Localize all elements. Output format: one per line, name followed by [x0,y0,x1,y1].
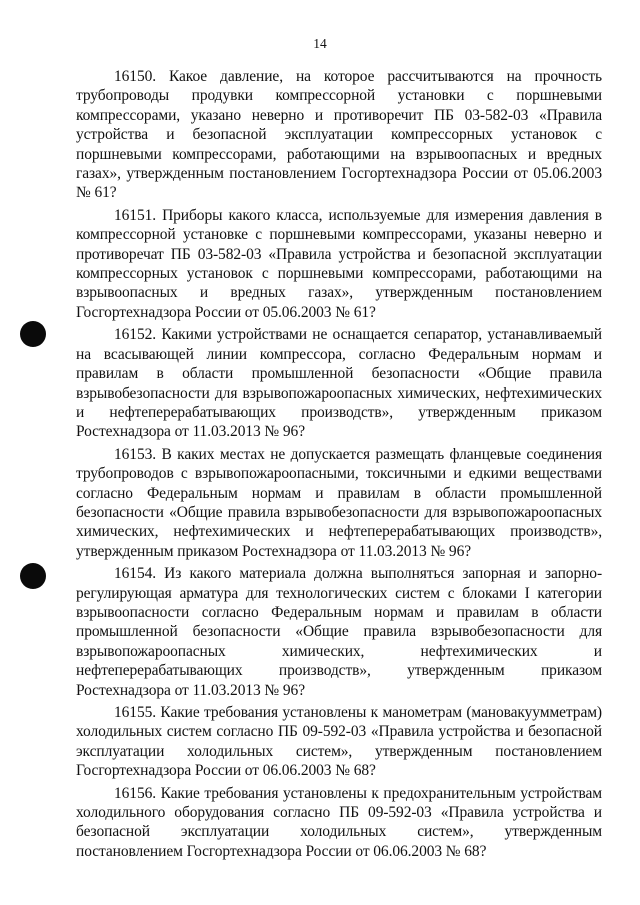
punch-hole-mark [20,321,46,347]
punch-hole-mark [20,563,46,589]
question-16152: 16152. Какими устройствами не оснащается сепаратор, устанавливаемый на всасывающей линии компрессора, согласно Федеральным нормам и правилам в области промышленной безопасности «Общие правила взрывобезопасности для взрывопожароопасных химических, нефтехимических и нефтеперерабатывающих производств», утвержденным приказом Ростехнадзора от 11.03.2013 № 96? [76,326,602,441]
question-16150: 16150. Какое давление, на которое рассчитываются на прочность трубопроводы продувки компрессорной установки с поршневыми компрессорами, указано неверно и противоречит ПБ 03-582-03 «Правила устройства и безопасной эксплуатации компрессорных установок с поршневыми компрессорами, работающими на взрывоопасных и вредных газах», утвержденным постановлением Госгортехнадзора России от 05.06.2003 № 61? [76,68,602,202]
question-16155: 16155. Какие требования установлены к манометрам (мановакуумметрам) холодильных систем согласно ПБ 09-592-03 «Правила устройства и безопасной эксплуатации холодильных систем», утвержденным постановлением Госгортехнадзора России от 06.06.2003 № 68? [76,704,602,780]
question-16151: 16151. Приборы какого класса, используемые для измерения давления в компрессорной установке с поршневыми компрессорами, указаны неверно и противоречат ПБ 03-582-03 «Правила устройства и безопасной эксплуатации компрессорных установок с поршневыми компрессорами, работающими на взрывоопасных и вредных газах», утвержденным постановлением Госгортехнадзора России от 05.06.2003 № 61? [76,206,602,321]
question-16156: 16156. Какие требования установлены к предохранительным устройствам холодильного оборудования согласно ПБ 09-592-03 «Правила устройства и безопасной эксплуатации холодильных систем», утвержденным постановлением Госгортехнадзора России от 06.06.2003 № 68? [76,784,602,860]
question-16153: 16153. В каких местах не допускается размещать фланцевые соединения трубопроводов с взрывопожароопасными, токсичными и едкими веществами согласно Федеральным нормам и правилам в области промышленной безопасности «Общие правила взрывобезопасности для взрывопожароопасных химических, нефтехимических и нефтеперерабатывающих производств», утвержденным приказом Ростехнадзора от 11.03.2013 № 96? [76,445,602,560]
question-list [76,67,602,864]
page-number: 14 [313,36,327,51]
question-16154: 16154. Из какого материала должна выполняться запорная и запорно-регулирующая арматура для технологических систем с блоками I категории взрывоопасности согласно Федеральным нормам и правилам в области промышленной безопасности «Общие правила взрывобезопасности для взрывопожароопасных химических, нефтехимических и нефтеперерабатывающих производств», утвержденным приказом Ростехнадзора от 11.03.2013 № 96? [76,565,602,699]
